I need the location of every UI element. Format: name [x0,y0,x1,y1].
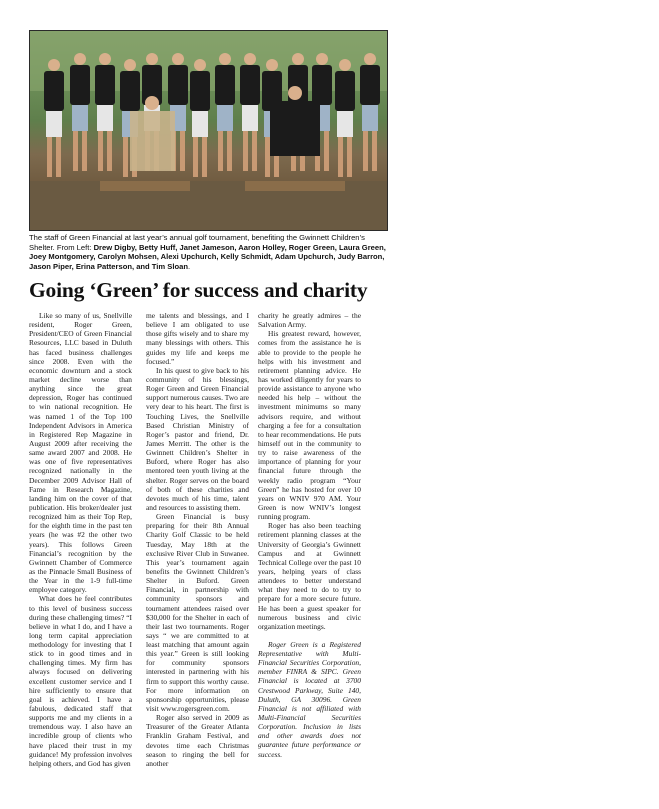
person-leg [202,137,207,177]
article-column-1 [29,311,132,768]
person-shorts [46,111,62,137]
person-head [48,59,60,71]
person-leg [123,137,128,177]
col3-disclaimer: Roger Green is a Registered Representative with Multi-Financial Securities Corporation, member FINRA & SIPC. Green Financial is located at 3700 Crestwood Parkway, Suite 140, Duluth, GA 30096. Green Financial is not affiliated with Multi-Financial Securities Corporation. Inclusion in lists and other awards does not guarantee future performance or success. [258,639,361,759]
article-column-2 [146,311,249,768]
col1-paragraph-1: Like so many of us, Snellville resident, Roger Green, President/CEO of Green Financial Resources, LLC based in Duluth has faced business challenges since 2008. Even with the economic downturn and a stock market decline worse than anything since the great depression, Roger has continued to win national recognition. He was named 1 of the Top 100 Independent Advisors in America in Registered Rep Magazine in August 2009 after receiving the same award 2007 and 2008. He was one of five representatives recognized nationally in the December 2009 Advisor Hall of Fame in Research Magazine, landing him on the cover of that publication. His broker/dealer just recognized him as their Top Rep, for the eighth time in the past ten years (he was #2 the other two years). This follows Green Financial’s recognition by the Gwinnett Chamber of Commerce as the Pinnacle Small Business of the Year in the 1-9 full-time employee category. [29,311,132,595]
person-leg [227,131,232,171]
person-head [124,59,136,71]
seated-man-head [145,96,159,110]
person-shirt [190,71,210,111]
article-column-3 [258,311,361,759]
person-shirt [312,65,332,105]
person-shorts [242,105,258,131]
person-shirt [168,65,188,105]
person-head [194,59,206,71]
person-shirt [70,65,90,105]
col2-paragraph-3: Green Financial is busy preparing for their 8th Annual Charity Golf Classic to be held Tuesday, May 18th at the exclusive River Club in Suwanee. This year’s tournament again benefits the Gwinnett Children’s Shelter in Buford. Green Financial, in partnership with community sponsors and tournament attendees raised over $30,000 for the Shelter in each of their last two tournaments. Roger says “ we are committed to at least matching that amount again this year.” Green is still looking for community sponsors interested in partnering with his firm to support this worthy cause. For more information on sponsorship opportunities, please visit www.rogersgreen.com. [146,512,249,714]
person-leg [107,131,112,171]
person-leg [363,131,368,171]
person-leg [218,131,223,171]
person-leg [347,137,352,177]
person-leg [243,131,248,171]
rocking-chair [100,181,190,191]
person-head [364,53,376,65]
person-leg [98,131,103,171]
person-head [99,53,111,65]
person-leg [193,137,198,177]
col1-paragraph-2: What does he feel contributes to this level of business success during these challenging times? “I believe in what I do, and I have a long term capital appreciation methodology for investing that I stick to in good times and in challenging times. My firm has always focused on delivering excellent customer service and I hire sufficiently to ensure that goal is achieved. I have a fabulous, dedicated staff that supports me and my clients in a tremendous way. I also have an incredible group of clients who have placed their trust in my guidance! My profession involves helping others, and God has given [29,594,132,768]
caption-intro: The staff of Green Financial at last year’s annual golf tournament, benefiting the Gwinnett Children’s Shelter. From Left: [29,233,365,252]
col2-paragraph-4: Roger also served in 2009 as Treasurer of the Greater Atlanta Franklin Graham Festival, and devotes time each Christmas season to ringing the bell for another [146,713,249,768]
caption-names: Drew Digby, Betty Huff, Janet Jameson, Aaron Holley, Roger Green, Laura Green, Joey Montgomery, Carolyn Mohsen, Alexi Upchurch, Kelly Schmidt, Adam Upchurch, Judy Barron, Jason Piper, Erina Patterson, and Tim Sloan [29,242,386,271]
person-shirt [360,65,380,105]
person-shorts [337,111,353,137]
seated-man-shirt [130,111,175,171]
person-shorts [362,105,378,131]
col2-paragraph-1: me talents and blessings, and I believe I am obligated to use those gifts wisely and to share my many blessings with others. This guides my life and keeps me focused.” [146,311,249,366]
person-head [339,59,351,71]
person-head [244,53,256,65]
person-shorts [72,105,88,131]
group-photo-icon [30,31,387,230]
person-head [146,53,158,65]
person-shirt [215,65,235,105]
seated-man-shirt [270,101,320,156]
col3-paragraph-3: Roger has also been teaching retirement planning classes at the University of Georgia’s Gwinnett Campus and at Gwinnett Technical College over the past 10 years, helping years of class attendees to better understand what they need to do to try to prepare for a more secure future. He has been a guest speaker for numerous business and civic organization meetings. [258,521,361,631]
person-shirt [335,71,355,111]
person-leg [73,131,78,171]
person-shirt [44,71,64,111]
person-leg [180,131,185,171]
photo-caption [29,233,389,271]
person-leg [82,131,87,171]
person-shorts [97,105,113,131]
person-shorts [217,105,233,131]
person-shirt [95,65,115,105]
person-head [172,53,184,65]
col3-paragraph-1: charity he greatly admires – the Salvation Army. [258,311,361,330]
person-leg [324,131,329,171]
person-leg [338,137,343,177]
seated-man-head [288,86,302,100]
person-head [74,53,86,65]
person-leg [372,131,377,171]
person-shorts [192,111,208,137]
caption-end: . [187,261,191,271]
article-headline: Going ‘Green’ for success and charity [29,278,368,302]
rocking-chair [245,181,345,191]
person-shirt [120,71,140,111]
person-head [219,53,231,65]
col3-paragraph-2: His greatest reward, however, comes from the assistance he is able to provide to the people he helps with his investment and retirement planning advice. He has worked diligently for years to provide assistance to anyone who needed his help – without the investment minimums so many advisors require, and without charging a fee for a consultation to hear recommendations. He puts himself out in the community to try to raise awareness of the importance of planning for your financial future through the weekly radio program “Your Green” he has hosted for over 10 years on WNIV 970 AM. Your Green is now WNIV’s longest running program. [258,329,361,522]
person-head [266,59,278,71]
person-leg [265,137,270,177]
person-leg [56,137,61,177]
person-leg [252,131,257,171]
person-head [316,53,328,65]
person-head [292,53,304,65]
person-shirt [240,65,260,105]
person-leg [47,137,52,177]
staff-group-photo [29,30,388,231]
col2-paragraph-2: In his quest to give back to his community of his blessings, Roger Green and Green Financial support numerous causes. Two are very dear to his heart. The first is Touching Lives, the Snellville Based Christian Ministry of Roger’s pastor and friend, Dr. James Merritt. The other is the Gwinnett Children’s Shelter in Buford, where Roger has also mentored teen youth living at the shelter. Roger serves on the board of both of these charities and devotes much of his time, talent and resources to assisting them. [146,365,249,512]
